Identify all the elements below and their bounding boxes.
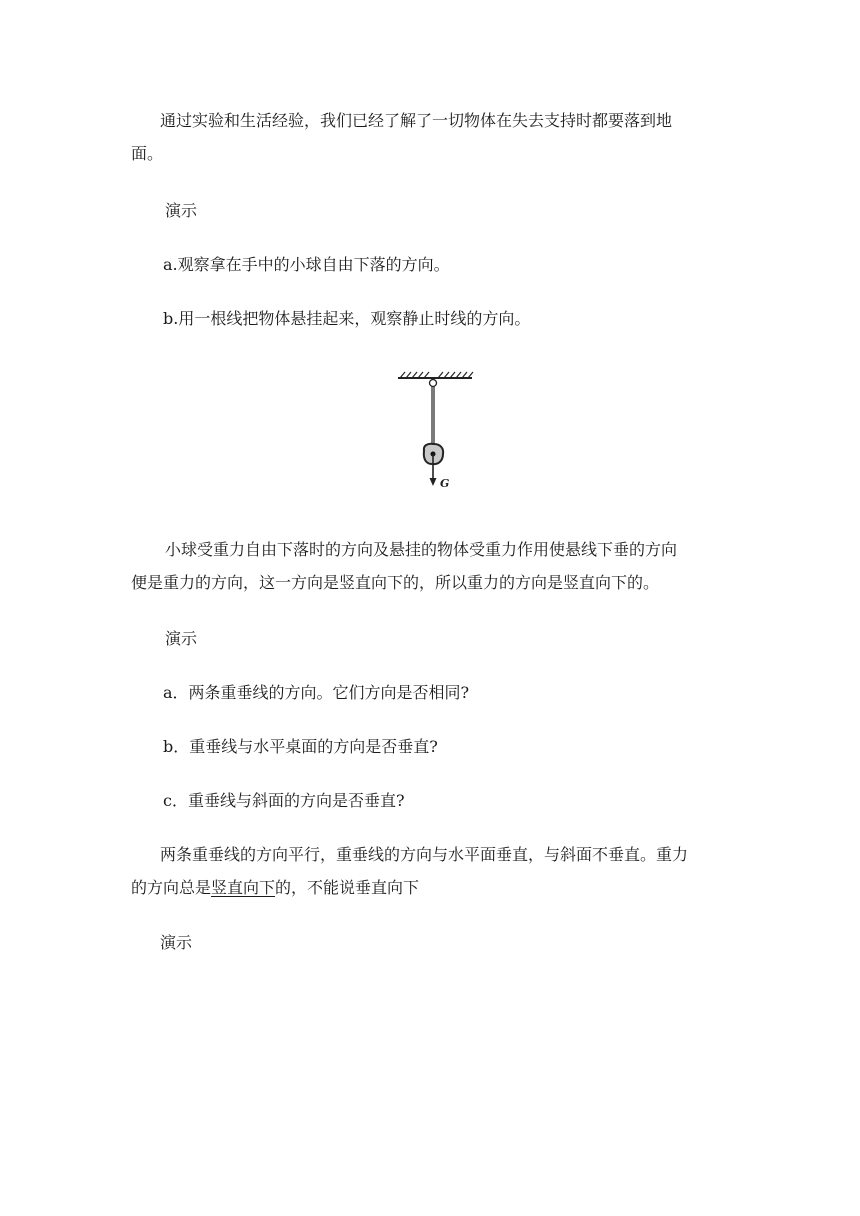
pivot-ring [430, 380, 437, 387]
paragraph-2-line-2: 便是重力的方向，这一方向是竖直向下的，所以重力的方向是竖直向下的。 [131, 573, 660, 592]
demo-1-item-a: a.观察拿在手中的小球自由下落的方向。 [163, 255, 450, 274]
paragraph-1-line-2: 面。 [131, 144, 164, 163]
demo-2-item-c: c．重垂线与斜面的方向是否垂直? [163, 791, 405, 810]
demo-3-title: 演示 [160, 933, 193, 952]
demo-1-item-b: b.用一根线把物体悬挂起来，观察静止时线的方向。 [163, 309, 531, 328]
demo-2-title: 演示 [165, 629, 198, 648]
paragraph-3-line-1: 两条重垂线的方向平行，重垂线的方向与水平面垂直，与斜面不垂直。重力 [160, 845, 689, 864]
pendulum-figure [390, 366, 480, 502]
paragraph-3-underlined-text: 竖直向下 [211, 878, 276, 897]
paragraph-2-line-1: 小球受重力自由下落时的方向及悬挂的物体受重力作用使悬线下垂的方向 [165, 540, 678, 559]
paragraph-3-text-post: 的，不能说垂直向下 [275, 878, 420, 897]
paragraph-3-line-2 [131, 876, 419, 900]
gravity-label: G [440, 477, 450, 490]
paragraph-3-text-pre: 的方向总是 [131, 878, 212, 897]
demo-1-title: 演示 [165, 201, 198, 220]
pendulum-diagram [390, 366, 480, 502]
demo-2-item-b: b．重垂线与水平桌面的方向是否垂直? [163, 737, 438, 756]
demo-2-item-a: a．两条重垂线的方向。它们方向是否相同? [163, 683, 470, 702]
paragraph-1-line-1: 通过实验和生活经验，我们已经了解了一切物体在失去支持时都要落到地 [160, 111, 673, 130]
arrow-head-icon [430, 478, 437, 486]
